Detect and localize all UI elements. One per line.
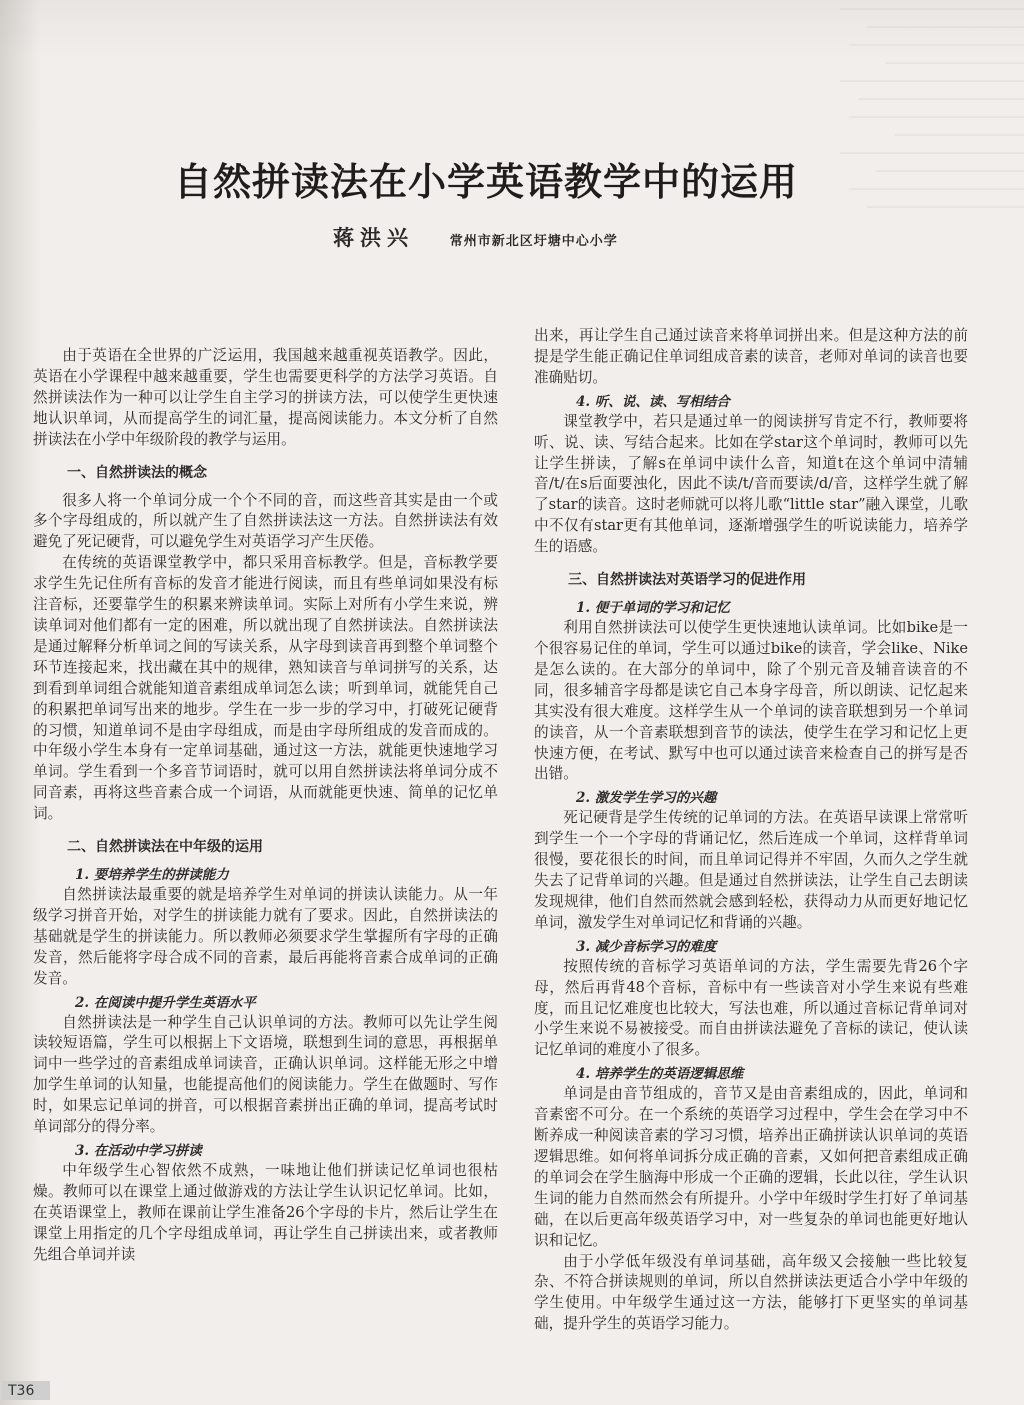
- section-heading-1: 一、自然拼读法的概念: [67, 464, 207, 481]
- subheading-2-4: 4. 听、说、读、写相结合: [576, 393, 730, 410]
- subheading-3-3: 3. 减少音标学习的难度: [576, 938, 717, 955]
- paragraph: 自然拼读法是一种学生自己认识单词的方法。教师可以先让学生阅读较短语篇，学生可以根据上下文语境，联想到生词的意思，再根据单词中一些学过的音素组成单词读音，正确认识单词。这样能无形之中增加学生单词的认知量，也能提高他们的阅读能力。学生在做题时、写作时，如果忘记单词的拼音，可以根据音素拼出正确的单词，提高考试时单词部分的得分率。: [33, 1013, 498, 1136]
- subheading-2-1: 1. 要培养学生的拼读能力: [75, 867, 229, 884]
- author-affiliation: 常州市新北区圩塘中心小学: [449, 234, 618, 249]
- closing-paragraph: 由于小学低年级没有单词基础，高年级又会接触一些比较复杂、不符合拼读规则的单词，所以自然拼读法更适合小学中年级的学生使用。中年级学生通过这一方法，能够打下更坚实的单词基础，提升学生的英语学习能力。: [534, 1252, 968, 1333]
- subheading-3-2: 2. 激发学生学习的兴趣: [576, 790, 717, 807]
- left-column: [33, 346, 498, 1266]
- author-name: 蒋洪兴: [333, 225, 414, 250]
- intro-paragraph: 由于英语在全世界的广泛运用，我国越来越重视英语教学。因此，英语在小学课程中越来越重要，学生也需要更科学的方法学习英语。自然拼读法作为一种可以让学生自主学习的拼读方法，可以使学生更快速地认识单词，从而提高学生的词汇量，提高阅读能力。本文分析了自然拼读法在小学中年级阶段的教学与运用。: [33, 347, 498, 448]
- paragraph: 自然拼读法最重要的就是培养学生对单词的拼读认读能力。从一年级学习拼音开始，对学生的拼读能力就有了要求。因此，自然拼读法的基础就是学生的拼读能力。所以教师必须要求学生掌握所有字母的正确发音，然后能将字母合成不同的音素，最后再能将音素合成单词的正确发音。: [33, 886, 498, 987]
- article-title: 自然拼读法在小学英语教学中的运用: [173, 160, 798, 205]
- paragraph: 单词是由音节组成的，音节又是由音素组成的，因此，单词和音素密不可分。在一个系统的英语学习过程中，学生会在学习中不断养成一种阅读音素的学习习惯，培养出正确拼读认识单词的英语逻辑思维。如何将单词拆分成正确的音素，又如何把音素组成正确的单词会在学生脑海中形成一个正确的逻辑，长此以往，学生认识生词的能力自然而然会有所提升。小学中年级时学生打好了单词基础，在以后更高年级英语学习中，对一些复杂的单词也能更好地认识和记忆。: [534, 1085, 968, 1249]
- bleed-through-texture: ──────────────────── ───────────────── ─────────────────── ─────────────── ──────────────────── ────────────────── ─────────────────── ────────────── ──────────────────── ──────────────── ─────────────────── ─────────────────: [839, 1, 1024, 214]
- continued-paragraph: 出来，再让学生自己通过读音来将单词拼出来。但是这种方法的前提是学生能正确记住单词组成音素的读音，老师对单词的读音也要准确贴切。: [534, 327, 968, 386]
- subheading-2-2: 2. 在阅读中提升学生英语水平: [75, 994, 256, 1011]
- subheading-3-1: 1. 便于单词的学习和记忆: [576, 600, 730, 617]
- page-number: T36: [2, 1381, 50, 1400]
- section-heading-2: 二、自然拼读法在中年级的运用: [67, 839, 263, 856]
- subheading-2-3: 3. 在活动中学习拼读: [75, 1143, 202, 1159]
- subheading-3-4: 4. 培养学生的英语逻辑思维: [576, 1066, 744, 1083]
- paragraph: 课堂教学中，若只是通过单一的阅读拼写肯定不行，教师要将听、说、读、写结合起来。比如在学star这个单词时，教师可以先让学生拼读，了解s在单词中读什么音，知道t在这个单词中清辅音/t/在s后面要浊化，因此不读/t/音而要读/d/音，这样学生就了解了star的读音。这时老师就可以将儿歌“little star”融入课堂，儿歌中不仅有star更有其他单词，逐渐增强学生的听说读能力，培养学生的语感。: [534, 412, 968, 556]
- paragraph: 按照传统的音标学习英语单词的方法，学生需要先背26个字母，然后再背48个音标，音标中有一些读音对小学生来说有些难度，而且记忆难度也比较大，写法也难，所以通过音标记背单词对小学生来说不易被接受。而自由拼读法避免了音标的读记，使认读记忆单词的难度小了很多。: [534, 957, 968, 1059]
- paragraph: 中年级学生心智依然不成熟，一味地让他们拼读记忆单词也很枯燥。教师可以在课堂上通过做游戏的方法让学生认识记忆单词。比如，在英语课堂上，教师在课前让学生准备26个字母的卡片，然后让学生在课堂上用指定的几个字母组成单词，再让学生自己拼读出来，或者教师先组合单词并读: [33, 1162, 498, 1263]
- right-column: [534, 326, 968, 1335]
- paragraph: 很多人将一个单词分成一个个不同的音，而这些音其实是由一个或多个字母组成的，所以就产生了自然拼读法这一方法。自然拼读法有效避免了死记硬背，可以避免学生对英语学习产生厌倦。: [33, 491, 498, 551]
- paragraph: 死记硬背是学生传统的记单词的方法。在英语早读课上常常听到学生一个一个字母的背诵记忆，然后连成一个单词，这样背单词很慢，要花很长的时间，而且单词记得并不牢固，久而久之学生就失去了记背单词的兴趣。但是通过自然拼读法，让学生自己去朗读发现规律，他们自然而然就会感到轻松，获得动力从而更好地记忆单词，激发学生对单词记忆和背诵的兴趣。: [534, 809, 968, 931]
- paragraph: 在传统的英语课堂教学中，都只采用音标教学。但是，音标教学要求学生先记住所有音标的发音才能进行阅读，而且有些单词如果没有标注音标，还要靠学生的积累来辨读单词。实际上对所有小学生来说，辨读单词对他们都有一定的困难，所以就出现了自然拼读法。自然拼读法是通过解释分析单词之间的写读关系，从字母到读音再到整个单词整个环节连接起来，找出藏在其中的规律，熟知读音与单词拼写的关系，达到看到单词组合就能知道音素组成单词怎么读；听到单词，就能凭自己的积累把单词写出来的地步。学生在一步一步的学习中，打破死记硬背的习惯，知道单词不是由字母组成，而是由字母所组成的发音而成的。中年级小学生本身有一定单词基础，通过这一方法，就能更快速地学习单词。学生看到一个多音节词语时，就可以用自然拼读法将单词分成不同音素，再将这些音素合成一个词语，从而就能更快速、简单的记忆单词。: [33, 554, 498, 823]
- paragraph: 利用自然拼读法可以使学生更快速地认读单词。比如bike是一个很容易记住的单词，学生可以通过bike的读音，学会like、Nike是怎么读的。在大部分的单词中，除了个别元音及辅音读音的不同，很多辅音字母都是读它自己本身字母音，所以朗读、记忆起来其实没有很大难度。这样学生从一个单词的读音联想到另一个单词的读音，从一个音素联想到音节的读法，使学生在学习和记忆上更快速方便，在考试、默写中也可以通过读音来检查自己的拼写是否出错。: [534, 619, 968, 783]
- section-heading-3: 三、自然拼读法对英语学习的促进作用: [568, 572, 806, 589]
- byline: [333, 222, 618, 252]
